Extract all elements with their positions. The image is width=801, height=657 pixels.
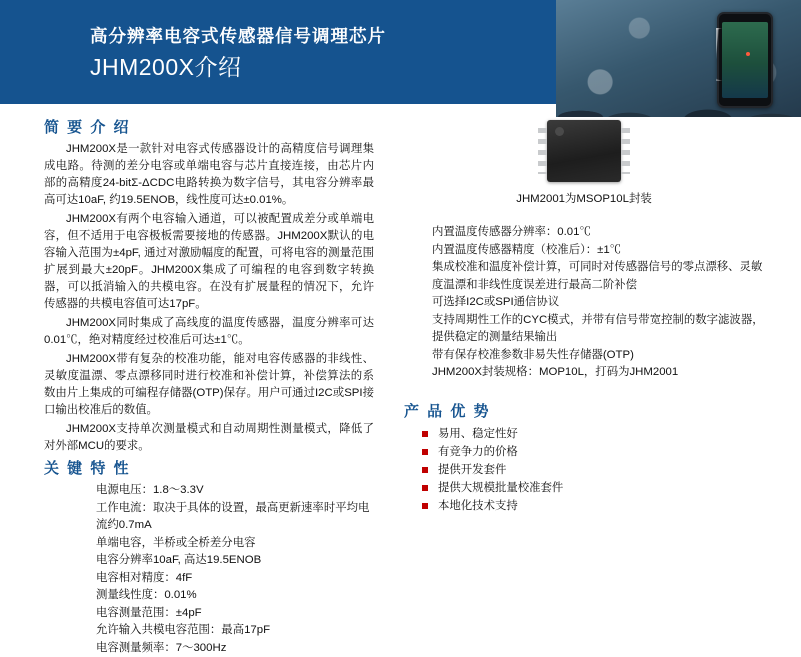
list-item — [404, 425, 764, 443]
list-item: 允许输入共模电容范围：最高17pF — [44, 622, 374, 640]
list-item: 集成校准和温度补偿计算，可同时对传感器信号的零点漂移、灵敏度温漂和非线性度误差进行最高二阶补偿 — [404, 259, 764, 294]
chip-figure — [484, 116, 684, 206]
map-pin-icon — [746, 52, 750, 56]
right-feature-list — [404, 224, 764, 382]
phone-screen — [722, 22, 768, 98]
banner-main-title: JHM200X介绍 — [90, 52, 386, 82]
list-item — [404, 479, 764, 497]
right-column — [404, 116, 764, 515]
square-bullet-icon — [422, 485, 428, 491]
banner-photo — [556, 0, 801, 117]
left-column — [44, 116, 374, 657]
list-item: 带有保存校准参数非易失性存储器(OTP) — [404, 347, 764, 365]
square-bullet-icon — [422, 449, 428, 455]
key-feature-list — [44, 482, 374, 657]
banner-subtitle: 高分辨率电容式传感器信号调理芯片 — [90, 25, 386, 47]
intro-paragraph: JHM200X是一款针对电容式传感器设计的高精度信号调理集成电路。待测的差分电容或单端电容与芯片直接连接，由芯片内部的高精度24-bitΣ-ΔCDC电路转换为数字信号，其电容分辨率最高可达10aF, 约19.5ENOB，线性度可达±0.01%。 — [44, 141, 374, 209]
list-item: 内置温度传感器精度（校准后）：±1℃ — [404, 242, 764, 260]
map-lines — [716, 28, 771, 81]
section-heading-intro: 简 要 介 绍 — [44, 116, 374, 137]
list-item-label: 本地化技术支持 — [438, 500, 518, 512]
list-item: 电容分辨率10aF, 高达19.5ENOB — [44, 552, 374, 570]
list-item: 内置温度传感器分辨率：0.01℃ — [404, 224, 764, 242]
list-item: 支持周期性工作的CYC模式，并带有信号带宽控制的数字滤波器，提供稳定的测量结果输出 — [404, 312, 764, 347]
pin1-marker-icon — [555, 127, 564, 136]
intro-paragraph: JHM200X带有复杂的校准功能，能对电容传感器的非线性、灵敏度温漂、零点漂移同时进行校准和补偿计算，补偿算法的系数由片上集成的可编程存储器(OTP)保存。用户可通过I2C或SPI接口输出校准后的数值。 — [44, 351, 374, 419]
ic-package-icon — [547, 120, 621, 182]
list-item: 电容相对精度：4fF — [44, 570, 374, 588]
intro-paragraph: JHM200X支持单次测量模式和自动周期性测量模式，降低了对外部MCU的要求。 — [44, 421, 374, 455]
chip-caption: JHM2001为MSOP10L封装 — [484, 190, 684, 206]
smartphone-icon — [717, 12, 773, 108]
square-bullet-icon — [422, 467, 428, 473]
section-heading-advantages: 产 品 优 势 — [404, 400, 764, 421]
section-heading-key-features: 关 键 特 性 — [44, 457, 374, 478]
list-item-label: 有竞争力的价格 — [438, 446, 518, 458]
banner-title — [90, 25, 386, 82]
list-item: JHM200X封装规格：MOP10L，打码为JHM2001 — [404, 364, 764, 382]
square-bullet-icon — [422, 431, 428, 437]
list-item — [404, 497, 764, 515]
advantage-list — [404, 425, 764, 515]
list-item — [404, 443, 764, 461]
list-item: 单端电容，半桥或全桥差分电容 — [44, 535, 374, 553]
list-item-label: 提供开发套件 — [438, 464, 506, 476]
list-item: 电源电压：1.8～3.3V — [44, 482, 374, 500]
list-item-label: 提供大规模批量校准套件 — [438, 482, 563, 494]
list-item — [404, 461, 764, 479]
intro-paragraph: JHM200X同时集成了高线度的温度传感器，温度分辨率可达0.01℃，绝对精度经过校准后可达±1℃。 — [44, 315, 374, 349]
square-bullet-icon — [422, 503, 428, 509]
list-item: 工作电流：取决于具体的设置，最高更新速率时平均电流约0.7mA — [44, 500, 374, 535]
list-item-label: 易用、稳定性好 — [438, 428, 518, 440]
list-item: 可选择I2C或SPI通信协议 — [404, 294, 764, 312]
header-banner — [0, 0, 801, 104]
list-item: 电容测量频率：7～300Hz — [44, 640, 374, 657]
list-item: 测量线性度：0.01% — [44, 587, 374, 605]
list-item: 电容测量范围：±4pF — [44, 605, 374, 623]
intro-paragraph: JHM200X有两个电容输入通道，可以被配置成差分或单端电容，但不适用于电容极板需要接地的传感器。JHM200X默认的电容输入范围为±4pF, 通过对激励幅度的配置，可将电容的测量范围扩展到最大±20pF。JHM200X集成了可编程的电容到数字转换器，可以抵消输入的共模电容。在没有扩展量程的情况下，允许传感器的共模电容值可达17pF。 — [44, 211, 374, 313]
